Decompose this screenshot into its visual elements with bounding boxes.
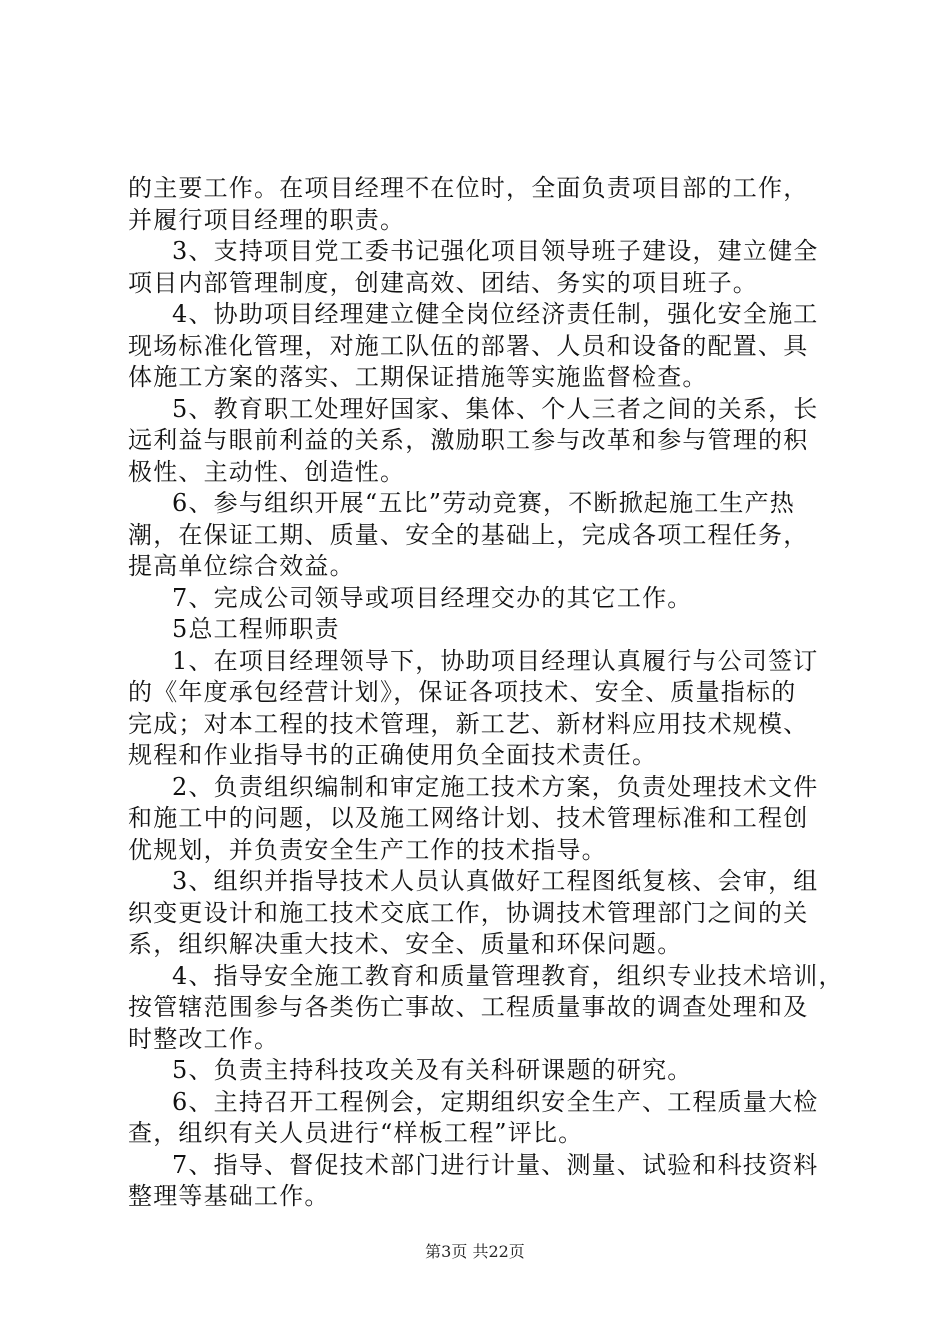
text-line: 2、负责组织编制和审定施工技术方案，负责处理技术文件 (172, 772, 819, 801)
text-line: 远利益与眼前利益的关系，激励职工参与改革和参与管理的积 (128, 426, 809, 454)
text-line: 1、在项目经理领导下，协助项目经理认真履行与公司签订 (172, 646, 819, 675)
text-line: 完成；对本工程的技术管理，新工艺、新材料应用技术规模、 (128, 709, 809, 738)
text-line: 7、完成公司领导或项目经理交办的其它工作。 (172, 583, 693, 612)
text-line: 4、协助项目经理建立健全岗位经济责任制，强化安全施工 (172, 300, 819, 328)
text-line: 和施工中的问题，以及施工网络计划、技术管理标准和工程创 (128, 804, 809, 832)
page-footer: 第3页 共22页 (425, 1242, 525, 1261)
text-line: 查，组织有关人员进行“样板工程”评比。 (128, 1119, 584, 1147)
text-line: 现场标准化管理，对施工队伍的部署、人员和设备的配置、具 (128, 331, 809, 360)
text-line: 4、指导安全施工教育和质量管理教育，组织专业技术培训， (172, 961, 844, 990)
text-line: 系，组织解决重大技术、安全、质量和环保问题。 (128, 930, 683, 958)
text-line: 5、负责主持科技攻关及有关科研课题的研究。 (172, 1056, 693, 1084)
text-line: 3、组织并指导技术人员认真做好工程图纸复核、会审，组 (172, 867, 819, 895)
text-line: 时整改工作。 (128, 1024, 280, 1053)
text-line: 体施工方案的落实、工期保证措施等实施监督检查。 (128, 363, 708, 391)
text-line: 的主要工作。在项目经理不在位时，全面负责项目部的工作， (128, 174, 809, 202)
text-line: 提高单位综合效益。 (128, 552, 355, 580)
text-line: 6、参与组织开展“五比”劳动竞赛，不断掀起施工生产热 (172, 489, 796, 517)
text-line: 6、主持召开工程例会，定期组织安全生产、工程质量大检 (172, 1087, 819, 1116)
text-line: 规程和作业指导书的正确使用负全面技术责任。 (128, 741, 658, 769)
text-line: 整理等基础工作。 (128, 1182, 330, 1210)
text-line: 7、指导、督促技术部门进行计量、测量、试验和科技资料 (172, 1150, 819, 1179)
text-line: 5总工程师职责 (172, 615, 340, 643)
text-line: 项目内部管理制度，创建高效、团结、务实的项目班子。 (128, 268, 758, 297)
text-line: 3、支持项目党工委书记强化项目领导班子建设，建立健全 (172, 237, 819, 265)
document-body (128, 173, 844, 1213)
text-line: 优规划，并负责安全生产工作的技术指导。 (128, 835, 607, 864)
text-line: 的《年度承包经营计划》，保证各项技术、安全、质量指标的 (128, 678, 797, 706)
text-line: 潮，在保证工期、质量、安全的基础上，完成各项工程任务， (128, 520, 809, 549)
text-line: 织变更设计和施工技术交底工作，协调技术管理部门之间的关 (128, 898, 809, 927)
text-line: 并履行项目经理的职责。 (128, 205, 406, 234)
text-line: 5、教育职工处理好国家、集体、个人三者之间的关系，长 (172, 394, 819, 423)
text-line: 按管辖范围参与各类伤亡事故、工程质量事故的调查处理和及 (128, 993, 809, 1021)
text-line: 极性、主动性、创造性。 (128, 457, 406, 486)
